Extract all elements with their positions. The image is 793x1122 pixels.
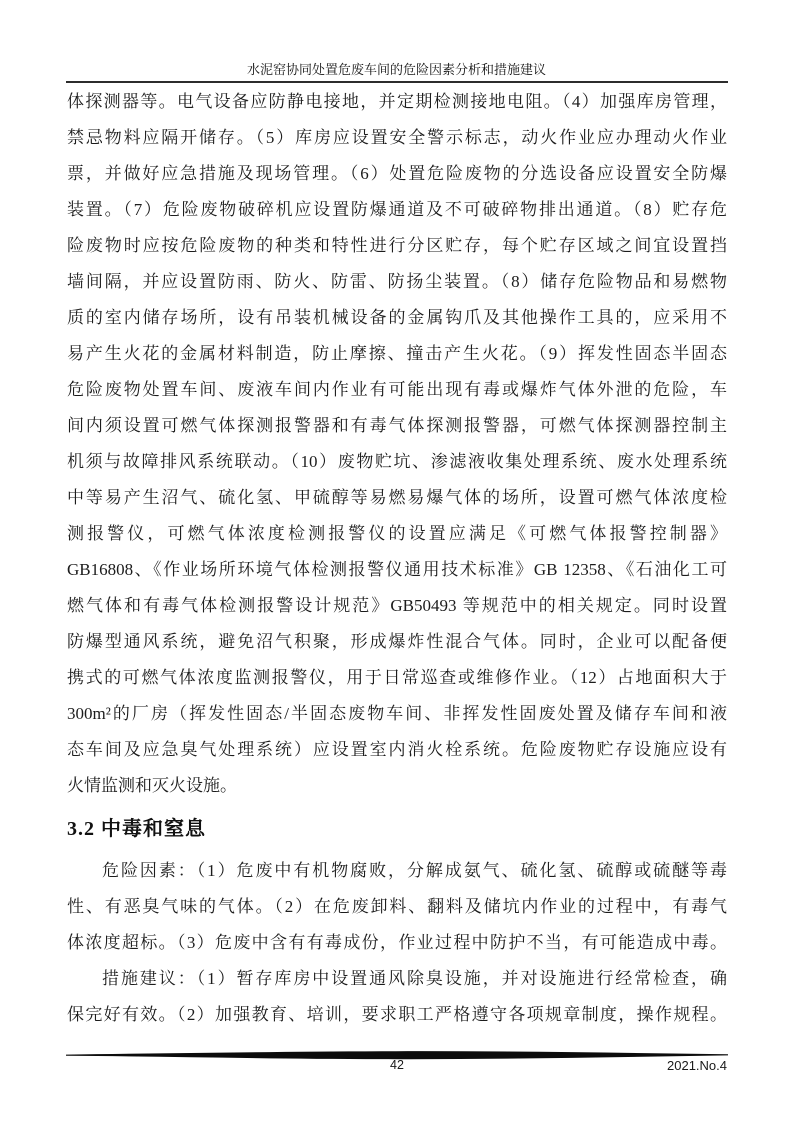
body-text-line: 墙间隔，并应设置防雨、防火、防雷、防扬尘装置。（8）储存危险物品和易燃物	[67, 272, 727, 291]
page-number: 42	[390, 1058, 404, 1072]
body-text-line: 防爆型通风系统，避免沼气积聚，形成爆炸性混合气体。同时，企业可以配备便	[67, 632, 727, 651]
body-text-line: 性、有恶臭气味的气体。（2）在危废卸料、翻料及储坑内作业的过程中，有毒气	[67, 897, 727, 916]
body-text-line: 中等易产生沼气、硫化氢、甲硫醇等易燃易爆气体的场所，设置可燃气体浓度检	[67, 488, 727, 507]
body-text-line: 危险废物处置车间、废液车间内作业有可能出现有毒或爆炸气体外泄的危险，车	[67, 380, 727, 399]
body-text-line: 测报警仪，可燃气体浓度检测报警仪的设置应满足《可燃气体报警控制器》	[67, 524, 727, 543]
body-text-line: 禁忌物料应隔开储存。（5）库房应设置安全警示标志，动火作业应办理动火作业	[67, 128, 727, 147]
body-text-line: 装置。（7）危险废物破碎机应设置防爆通道及不可破碎物排出通道。（8）贮存危	[67, 200, 727, 219]
body-text-line: 保完好有效。（2）加强教育、培训，要求职工严格遵守各项规章制度，操作规程。	[67, 1005, 727, 1024]
body-text-line: GB16808、《作业场所环境气体检测报警仪通用技术标准》GB 12358、《石油化工可	[67, 560, 727, 579]
body-text-line: 体浓度超标。（3）危废中含有有毒成份，作业过程中防护不当，有可能造成中毒。	[67, 933, 727, 952]
body-text-line: 燃气体和有毒气体检测报警设计规范》GB50493 等规范中的相关规定。同时设置	[67, 596, 727, 615]
body-text-line: 火情监测和灭火设施。	[67, 776, 237, 795]
body-text-line: 危险因素：（1）危废中有机物腐败，分解成氨气、硫化氢、硫醇或硫醚等毒	[102, 861, 727, 880]
body-text-line: 机须与故障排风系统联动。（10）废物贮坑、渗滤液收集处理系统、废水处理系统	[67, 452, 727, 471]
body-text-column	[67, 84, 727, 1033]
body-text-line: 间内须设置可燃气体探测报警器和有毒气体探测报警器，可燃气体探测器控制主	[67, 416, 727, 435]
body-text-line: 质的室内储存场所，设有吊装机械设备的金属钩爪及其他操作工具的，应采用不	[67, 308, 727, 327]
footer	[67, 1058, 727, 1076]
body-text-line: 300m²的厂房（挥发性固态/半固态废物车间、非挥发性固废处置及储存车间和液	[67, 704, 727, 723]
running-head-title: 水泥窑协同处置危废车间的危险因素分析和措施建议	[246, 62, 546, 77]
header-rule	[66, 81, 728, 83]
body-text-line: 易产生火花的金属材料制造，防止摩擦、撞击产生火花。（9）挥发性固态半固态	[67, 344, 727, 363]
body-text-line: 态车间及应急臭气处理系统）应设置室内消火栓系统。危险废物贮存设施应设有	[67, 740, 727, 759]
body-text-line: 险废物时应按危险废物的种类和特性进行分区贮存，每个贮存区域之间宜设置挡	[67, 236, 727, 255]
paragraph-gap	[67, 846, 727, 853]
body-text-line: 措施建议：（1）暂存库房中设置通风除臭设施，并对设施进行经常检查，确	[102, 969, 727, 988]
body-text-line: 携式的可燃气体浓度监测报警仪，用于日常巡查或维修作业。（12）占地面积大于	[67, 668, 727, 687]
section-heading: 3.2 中毒和窒息	[67, 818, 206, 840]
body-text-line: 票，并做好应急措施及现场管理。（6）处置危险废物的分选设备应设置安全防爆	[67, 164, 727, 183]
issue-number: 2021.No.4	[667, 1058, 727, 1073]
body-text-line: 体探测器等。电气设备应防静电接地，并定期检测接地电阻。（4）加强库房管理，	[67, 92, 727, 111]
